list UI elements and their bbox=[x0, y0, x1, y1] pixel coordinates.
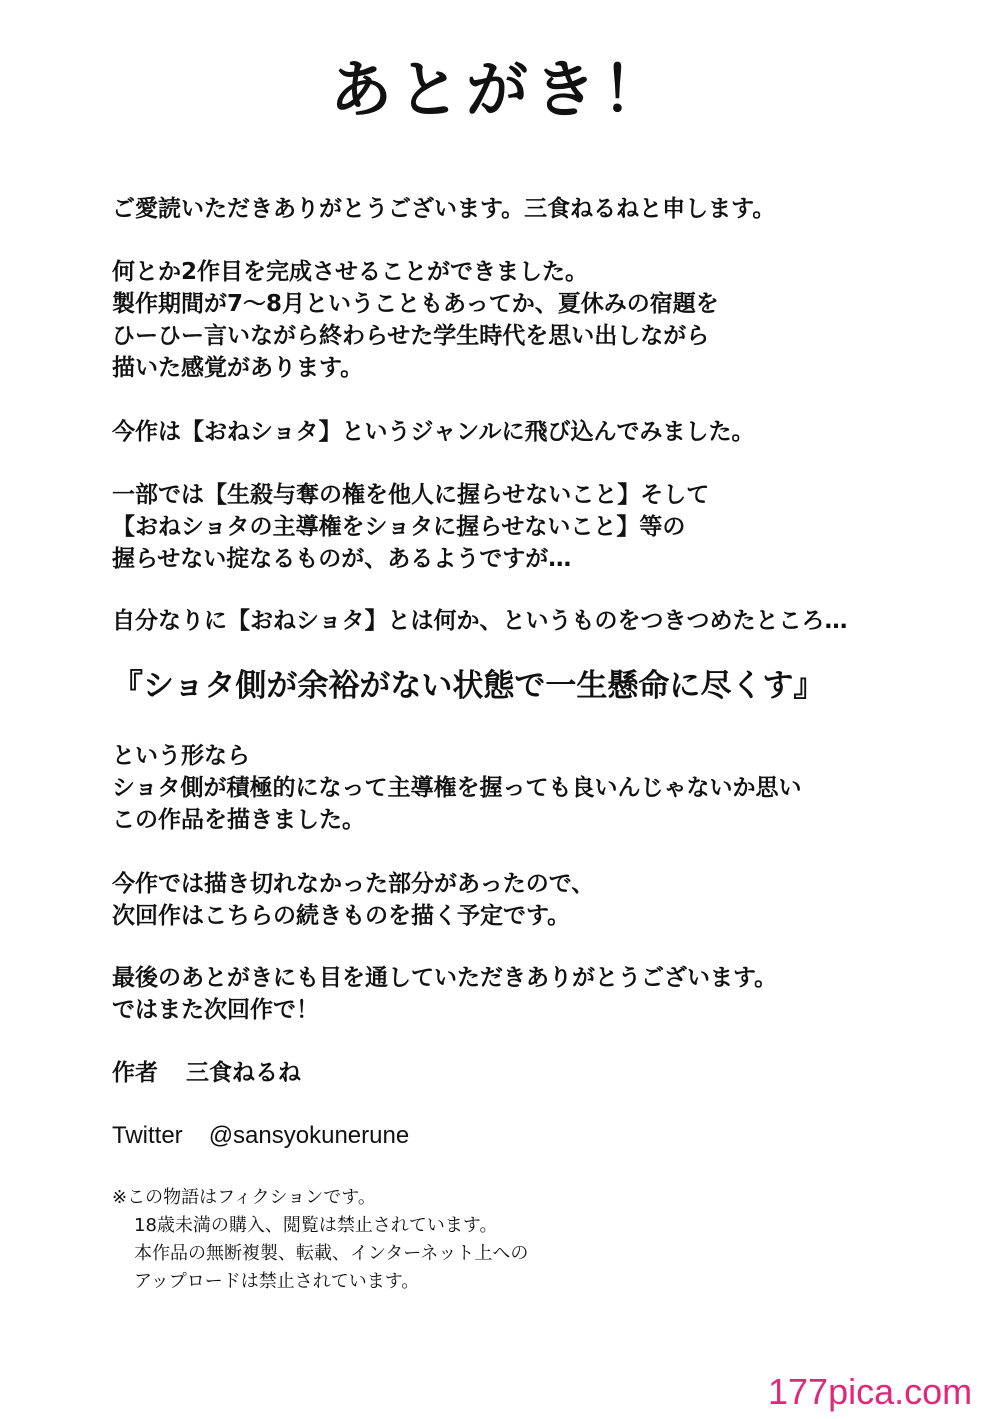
body-line: 一部では【生殺与奪の権を他人に握らせないこと】そして bbox=[112, 482, 710, 508]
body-line: 今作は【おねショタ】というジャンルに飛び込んでみました。 bbox=[112, 419, 755, 445]
notice-line: 本作品の無断複製、転載、インターネット上への bbox=[134, 1243, 529, 1264]
body-line: ひーひー言いながら終わらせた学生時代を思い出しながら bbox=[112, 323, 710, 349]
body-line: ショタ側が積極的になって主導権を握っても良いんじゃないか思い bbox=[112, 775, 802, 801]
body-line: 自分なりに【おねショタ】とは何か、というものをつきつめたところ… bbox=[112, 608, 848, 634]
notice-line: 18歳未満の購入、閲覧は禁止されています。 bbox=[134, 1215, 498, 1236]
watermark: 177pica.com bbox=[768, 1371, 973, 1412]
notice-line: ※この物語はフィクションです。 bbox=[112, 1187, 376, 1208]
twitter-line bbox=[112, 1120, 409, 1152]
body-line: 握らせない掟なるものが、あるようですが… bbox=[112, 546, 572, 572]
body-line: 製作期間が7〜8月ということもあってか、夏休みの宿題を bbox=[112, 291, 719, 317]
body-line: この作品を描きました。 bbox=[112, 807, 365, 833]
greeting-line: ご愛読いただきありがとうございます。三食ねるねと申します。 bbox=[112, 196, 776, 222]
body-line: 最後のあとがきにも目を通していただきありがとうございます。 bbox=[112, 965, 778, 991]
body-line: 【おねショタの主導権をショタに握らせないこと】等の bbox=[112, 514, 686, 540]
body-line: 何とか2作目を完成させることができました。 bbox=[112, 259, 589, 285]
body-line: 次回作はこちらの続きものを描く予定です。 bbox=[112, 903, 571, 929]
author-name: 三食ねるね bbox=[186, 1060, 301, 1086]
author-signature bbox=[112, 1057, 301, 1089]
emphasis-quote: 『ショタ側が余裕がない状態で一生懸命に尽くす』 bbox=[112, 668, 825, 704]
body-line: 今作では描き切れなかった部分があったので、 bbox=[112, 871, 595, 897]
body-line: 描いた感覚があります。 bbox=[112, 355, 364, 381]
notice-line: アップロードは禁止されています。 bbox=[134, 1271, 420, 1292]
twitter-label: Twitter bbox=[112, 1122, 183, 1149]
page-title: あとがき！ bbox=[329, 53, 670, 126]
author-label: 作者 bbox=[112, 1060, 158, 1086]
body-line: という形なら bbox=[112, 743, 250, 769]
twitter-handle: @sansyokunerune bbox=[208, 1122, 410, 1149]
body-line: ではまた次回作で！ bbox=[112, 997, 319, 1023]
